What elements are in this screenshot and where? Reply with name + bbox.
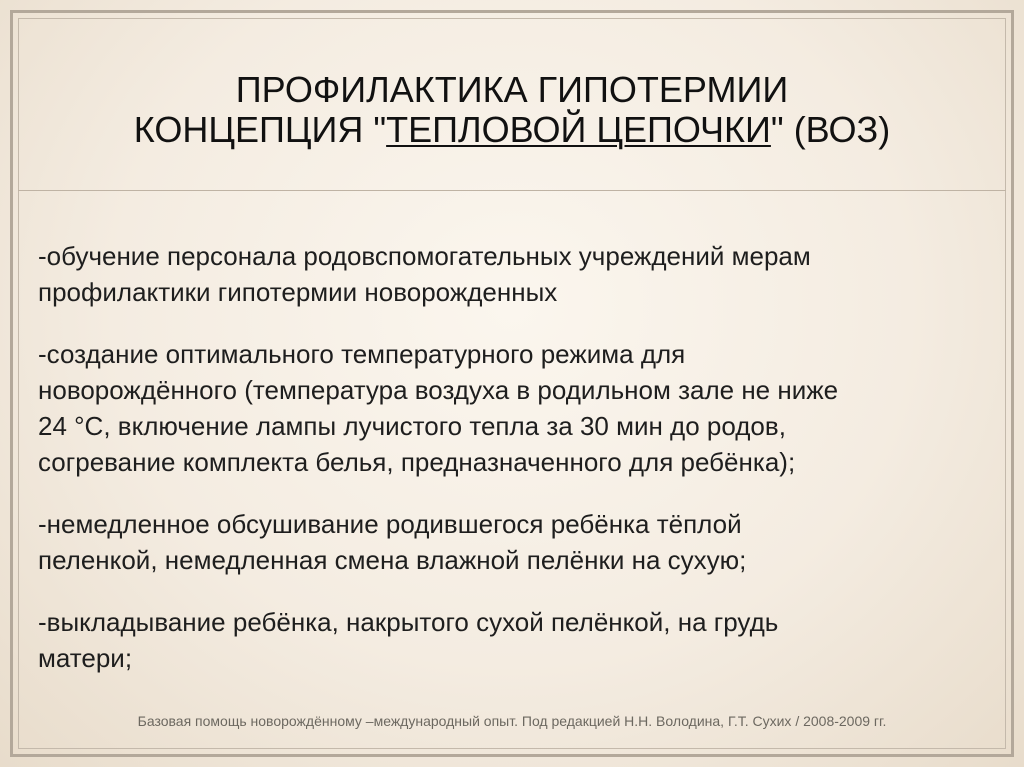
- title-line-2: [40, 110, 984, 150]
- title-line-1: ПРОФИЛАКТИКА ГИПОТЕРМИИ: [235, 69, 789, 110]
- slide-title: [40, 70, 984, 150]
- list-item-line: профилактики гипотермии новорожденных: [38, 277, 558, 307]
- slide-body: [38, 238, 968, 702]
- list-item-line: согревание комплекта белья, предназначенного для ребёнка);: [38, 447, 796, 477]
- list-item-line: -выкладывание ребёнка, накрытого сухой пелёнкой, на грудь: [38, 607, 779, 637]
- list-item-line: -обучение персонала родовспомогательных учреждений мерам: [38, 241, 811, 271]
- list-item: [38, 604, 968, 676]
- list-item-line: матери;: [38, 643, 133, 673]
- title-line-2-suffix: " (ВОЗ): [770, 109, 891, 150]
- list-item: [38, 336, 968, 480]
- list-item-line: 24 °С, включение лампы лучистого тепла за 30 мин до родов,: [38, 411, 786, 441]
- title-divider: [18, 190, 1006, 191]
- list-item: [38, 506, 968, 578]
- source-footnote: Базовая помощь новорождённому –международный опыт. Под редакцией Н.Н. Володина, Г.Т. Сухих / 2008-2009 гг.: [137, 713, 887, 729]
- list-item-line: -немедленное обсушивание родившегося ребёнка тёплой: [38, 509, 742, 539]
- title-underlined-term: ТЕПЛОВОЙ ЦЕПОЧКИ: [386, 109, 771, 150]
- title-line-2-prefix: КОНЦЕПЦИЯ ": [133, 109, 387, 150]
- list-item-line: новорождённого (температура воздуха в родильном зале не ниже: [38, 375, 839, 405]
- list-item-line: -создание оптимального температурного режима для: [38, 339, 686, 369]
- list-item-line: пеленкой, немедленная смена влажной пелёнки на сухую;: [38, 545, 747, 575]
- list-item: [38, 238, 968, 310]
